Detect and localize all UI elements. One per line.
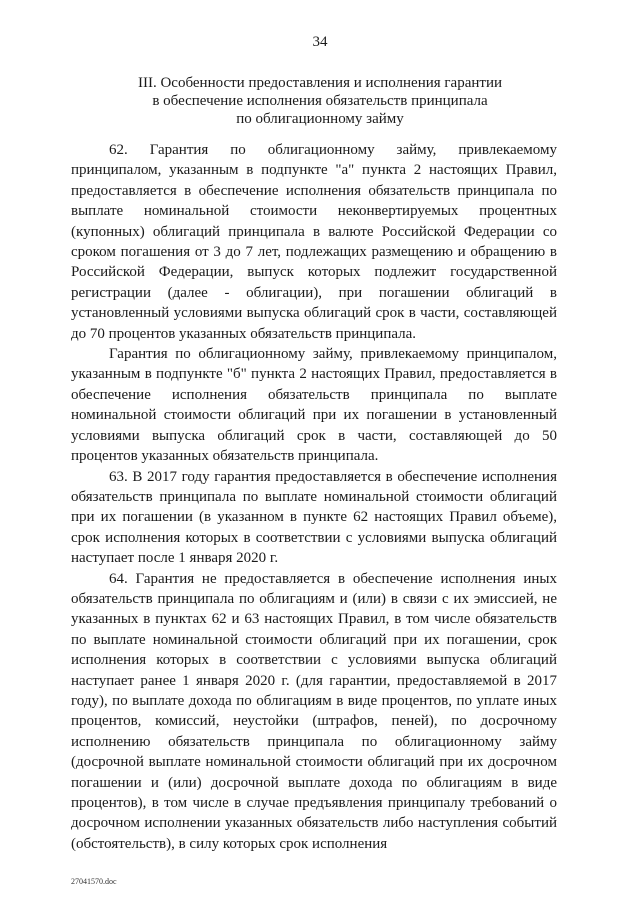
section-title	[100, 74, 540, 128]
document-file-code: 27041570.doc	[71, 877, 117, 886]
paragraph-64: 64. Гарантия не предоставляется в обеспечение исполнения иных обязательств принципала по облигациям и (или) в связи с их эмиссией, не указанных в пунктах 62 и 63 настоящих Правил, в том числе обязательств по выплате номинальной стоимости облигаций при их погашении, срок исполнения которых в соответствии с условиями выпуска облигаций наступает ранее 1 января 2020 г. (для гарантии, предоставляемой в 2017 году), по выплате дохода по облигациям в виде процентов, по уплате иных процентов, комиссий, неустойки (штрафов, пеней), по досрочному исполнению обязательств принципала по облигационному займу (досрочной выплате номинальной стоимости облигаций при их досрочном погашении и (или) досрочной выплате дохода по облигациям в виде процентов), в том числе в случае предъявления принципалу требований о досрочном исполнении указанных обязательств либо наступления событий (обстоятельств), в силу которых срок исполнения	[71, 570, 557, 852]
paragraph-62: 62. Гарантия по облигационному займу, привлекаемому принципалом, указанным в подпункте "а" пункта 2 настоящих Правил, предоставляется в обеспечение исполнения обязательств принципала по выплате номинальной стоимости неконвертируемых процентных (купонных) облигаций принципала в валюте Российской Федерации со сроком погашения от 3 до 7 лет, подлежащих размещению и обращению в Российской Федерации, выпуск которых подлежит государственной регистрации (далее - облигации), при погашении облигаций в установленный условиями выпуска облигаций срок в части, составляющей до 70 процентов указанных обязательств принципала.	[71, 142, 557, 342]
page-number: 34	[312, 34, 328, 50]
paragraph-62-continued: Гарантия по облигационному займу, привлекаемому принципалом, указанным в подпункте "б" пункта 2 настоящих Правил, предоставляется в обеспечение исполнения обязательств принципала по выплате номинальной стоимости облигаций при их погашении в установленный условиями выпуска облигаций срок в части, составляющей до 50 процентов указанных обязательств принципала.	[71, 346, 557, 465]
section-title-line: по облигационному займу	[236, 111, 404, 127]
section-title-line: III. Особенности предоставления и исполнения гарантии	[137, 75, 503, 91]
section-title-line: в обеспечение исполнения обязательств принципала	[152, 93, 488, 109]
paragraph-63: 63. В 2017 году гарантия предоставляется в обеспечение исполнения обязательств принципала по выплате номинальной стоимости облигаций при их погашении (в указанном в пункте 62 настоящих Правил объеме), срок исполнения которых в соответствии с условиями выпуска облигаций наступает после 1 января 2020 г.	[71, 468, 557, 567]
document-body	[71, 140, 557, 854]
